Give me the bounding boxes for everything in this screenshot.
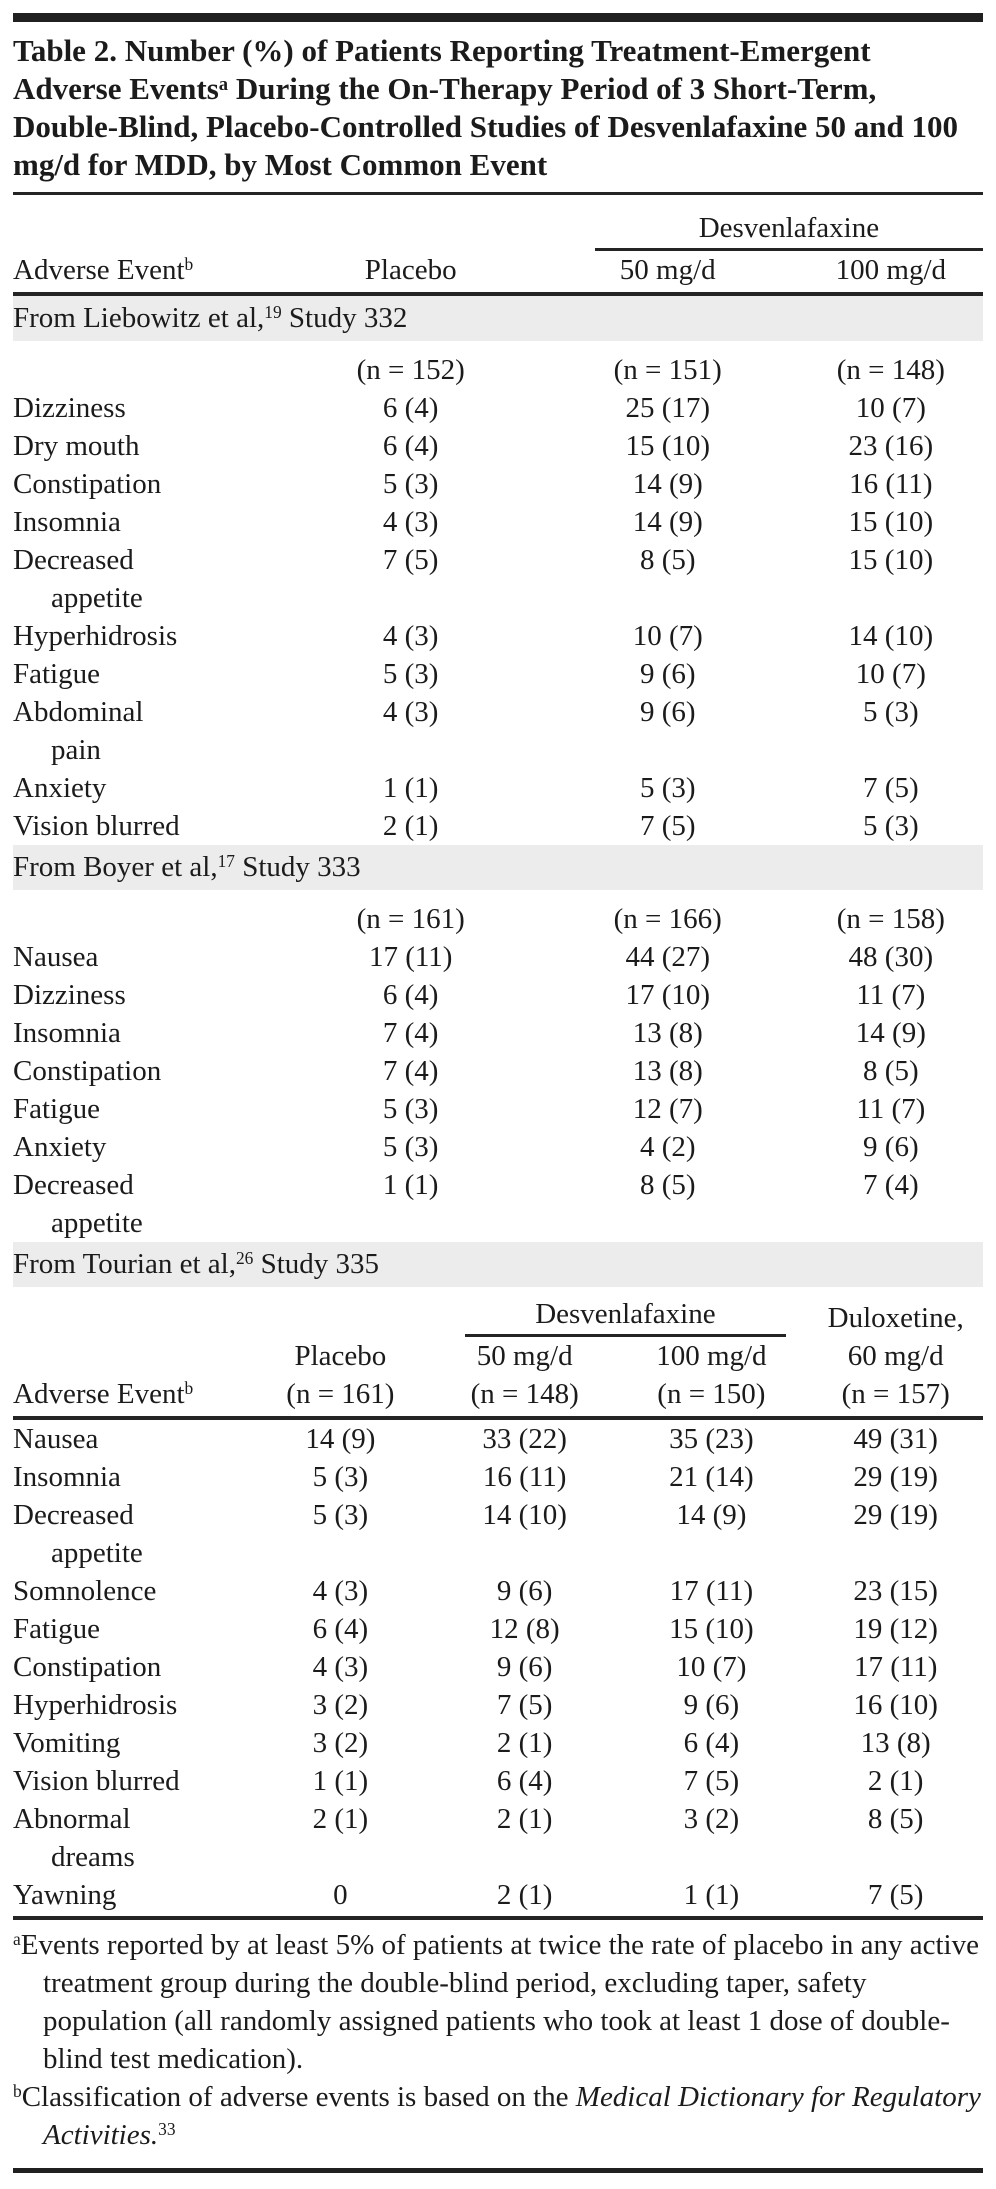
group-header-cell: [537, 201, 983, 251]
event-cell: Nausea: [13, 941, 99, 973]
n-header-row: [13, 1375, 983, 1418]
event-label-line2: appetite: [51, 582, 143, 614]
value-cell: 9 (6): [639, 696, 696, 728]
value-cell: 9 (6): [496, 1575, 553, 1607]
dose-header-row: [13, 1337, 983, 1375]
value-cell: 10 (7): [855, 392, 926, 424]
value-cell: 9 (6): [639, 658, 696, 690]
event-label-line2: appetite: [51, 1207, 143, 1239]
value-cell: 5 (3): [863, 696, 919, 728]
event-cell: Hyperhidrosis: [13, 1689, 178, 1721]
value-cell: 15 (10): [848, 506, 934, 538]
event-cell: Fatigue: [13, 1093, 100, 1125]
table-row: [13, 1128, 983, 1166]
n-row: [13, 341, 983, 389]
value-cell: 14 (10): [482, 1499, 567, 1531]
value-cell: 14 (9): [632, 468, 703, 500]
event-cell: Constipation: [13, 1651, 162, 1683]
value-cell: 7 (5): [496, 1689, 553, 1721]
value-cell: 2 (1): [312, 1803, 369, 1835]
value-cell: 5 (3): [312, 1499, 369, 1531]
table-row: [13, 1052, 983, 1090]
value-cell: 11 (7): [856, 1093, 926, 1125]
table-row: [13, 1166, 983, 1242]
value-cell: 4 (3): [382, 696, 439, 728]
value-cell: 7 (4): [382, 1017, 439, 1049]
placebo-header: Placebo: [285, 251, 537, 294]
n-cell: (n = 157): [808, 1375, 983, 1418]
table-row: [13, 1724, 983, 1762]
footnote-rule: [13, 1916, 983, 1926]
event-cell: [13, 541, 285, 617]
top-bar: [13, 13, 983, 22]
section-banner-study333: From Boyer et al,$^{17}$ Study 333: [13, 845, 983, 890]
table-row: [13, 769, 983, 807]
footnote-marker-b: b: [184, 254, 194, 275]
title-text: Table 2. Number (%) of Patients Reporting Treatment-Emergent Adverse Events: [13, 33, 871, 106]
value-cell: 6 (4): [382, 392, 439, 424]
value-cell: 14 (10): [848, 620, 934, 652]
n-cell: (n = 151): [613, 354, 722, 386]
n-row: [13, 890, 983, 938]
value-cell: 6 (4): [496, 1765, 553, 1797]
value-cell: 4 (3): [312, 1651, 369, 1683]
group-header-row: [13, 1287, 983, 1337]
value-cell: 1 (1): [312, 1765, 369, 1797]
value-cell: 17 (11): [853, 1651, 938, 1683]
value-cell: 15 (10): [669, 1613, 754, 1645]
empty-cell: [13, 1287, 435, 1337]
table-row: [13, 655, 983, 693]
table-row: [13, 503, 983, 541]
value-cell: 5 (3): [382, 1093, 439, 1125]
value-cell: 14 (9): [632, 506, 703, 538]
value-cell: 5 (3): [639, 772, 696, 804]
citation-33: 33: [158, 2119, 176, 2140]
event-label-line2: pain: [51, 734, 101, 766]
table-row: [13, 976, 983, 1014]
value-cell: 23 (15): [853, 1575, 938, 1607]
table-row: [13, 1610, 983, 1648]
event-cell: Insomnia: [13, 1017, 121, 1049]
value-cell: 1 (1): [382, 772, 439, 804]
event-cell: Constipation: [13, 468, 162, 500]
table-row: [13, 617, 983, 655]
event-cell: Dry mouth: [13, 430, 140, 462]
value-cell: 2 (1): [867, 1765, 924, 1797]
value-cell: 9 (6): [683, 1689, 740, 1721]
value-cell: 10 (7): [676, 1651, 747, 1683]
table-row: [13, 1686, 983, 1724]
value-cell: 7 (4): [382, 1055, 439, 1087]
value-cell: 2 (1): [382, 810, 439, 842]
table-row: [13, 807, 983, 845]
event-cell: Dizziness: [13, 392, 126, 424]
event-cell: [13, 1800, 246, 1876]
event-label: Decreased: [13, 1169, 134, 1201]
column-header-row: [13, 251, 983, 294]
value-cell: 1 (1): [683, 1879, 740, 1911]
section-banner-study335: From Tourian et al,$^{26}$ Study 335: [13, 1242, 983, 1287]
group-header-cell: [435, 1287, 808, 1337]
table-row: [13, 541, 983, 617]
n-cell: (n = 161): [356, 903, 465, 935]
event-cell: [13, 1496, 246, 1572]
value-cell: 3 (2): [683, 1803, 740, 1835]
value-cell: 1 (1): [382, 1169, 439, 1201]
table-row: [13, 1090, 983, 1128]
value-cell: 14 (9): [305, 1423, 376, 1455]
table-row: [13, 427, 983, 465]
dose50-header: 50 mg/d: [537, 251, 799, 294]
citation-17: 17: [217, 851, 235, 872]
value-cell: 48 (30): [848, 941, 934, 973]
value-cell: 5 (3): [382, 1131, 439, 1163]
value-cell: 2 (1): [496, 1803, 553, 1835]
value-cell: 33 (22): [482, 1423, 567, 1455]
n-cell: (n = 152): [356, 354, 465, 386]
value-cell: 13 (8): [860, 1727, 931, 1759]
event-cell: [13, 693, 285, 769]
event-cell: Vision blurred: [13, 810, 180, 842]
table-row: [13, 1014, 983, 1052]
value-cell: 2 (1): [496, 1727, 553, 1759]
table-row: [13, 1418, 983, 1458]
value-cell: 9 (6): [496, 1651, 553, 1683]
event-cell: Somnolence: [13, 1575, 157, 1607]
value-cell: 15 (10): [848, 544, 934, 576]
value-cell: 17 (11): [669, 1575, 754, 1607]
event-cell: Fatigue: [13, 658, 100, 690]
citation-19: 19: [264, 302, 282, 323]
value-cell: 7 (5): [639, 810, 696, 842]
value-cell: 5 (3): [382, 468, 439, 500]
value-cell: 4 (3): [382, 506, 439, 538]
study-table-2: [13, 1242, 983, 1914]
table-row: [13, 1800, 983, 1876]
event-label: Decreased: [13, 1499, 134, 1531]
value-cell: 10 (7): [855, 658, 926, 690]
value-cell: 5 (3): [312, 1461, 369, 1493]
value-cell: 5 (3): [863, 810, 919, 842]
value-cell: 19 (12): [853, 1613, 938, 1645]
event-cell: Constipation: [13, 1055, 162, 1087]
table-row: [13, 1876, 983, 1914]
event-cell: Nausea: [13, 1423, 99, 1455]
footnote-marker-b: b: [13, 2081, 22, 2102]
n-cell: (n = 150): [614, 1375, 808, 1418]
event-cell: Anxiety: [13, 772, 107, 804]
event-cell: [13, 1166, 285, 1242]
dose100-header: 100 mg/d: [656, 1340, 767, 1372]
table-row: [13, 1762, 983, 1800]
table-row: [13, 1458, 983, 1496]
value-cell: 35 (23): [669, 1423, 754, 1455]
value-cell: 29 (19): [853, 1461, 938, 1493]
value-cell: 8 (5): [639, 544, 696, 576]
footnote-b: [13, 2078, 983, 2154]
value-cell: 49 (31): [853, 1423, 938, 1455]
value-cell: 3 (2): [312, 1689, 369, 1721]
value-cell: 2 (1): [496, 1879, 553, 1911]
value-cell: 10 (7): [632, 620, 703, 652]
footnote-b-italic-title: Medical Dictionary for Regulatory Activities.: [43, 2081, 981, 2151]
value-cell: 5 (3): [382, 658, 439, 690]
value-cell: 13 (8): [632, 1017, 703, 1049]
footnote-marker-b: b: [184, 1378, 194, 1399]
value-cell: 9 (6): [863, 1131, 919, 1163]
table-row: [13, 938, 983, 976]
dose50-header: 50 mg/d: [476, 1340, 573, 1372]
value-cell: 21 (14): [669, 1461, 754, 1493]
event-label-line2: appetite: [51, 1537, 143, 1569]
value-cell: 0: [333, 1879, 348, 1911]
value-cell: 14 (9): [855, 1017, 926, 1049]
value-cell: 7 (5): [867, 1879, 924, 1911]
group-header-row: [13, 201, 983, 251]
value-cell: 25 (17): [625, 392, 711, 424]
empty-cell: [13, 1337, 246, 1375]
value-cell: 12 (8): [489, 1613, 560, 1645]
table-row: [13, 1648, 983, 1686]
value-cell: 17 (11): [368, 941, 453, 973]
event-cell: Yawning: [13, 1879, 117, 1911]
footnote-a-text: Events reported by at least 5% of patients at twice the rate of placebo in any active treatment group during the double-blind period, excluding taper, safety population (all randomly assigned patients who took at least 1 dose of double-blind test medication).: [20, 1929, 979, 2075]
value-cell: 13 (8): [632, 1055, 703, 1087]
footnote-a: [13, 1926, 983, 2078]
section-banner-study332: From Liebowitz et al,$^{19}$ Study 332: [13, 294, 983, 341]
value-cell: 6 (4): [312, 1613, 369, 1645]
adverse-event-header: Adverse Event$^b$: [13, 1375, 246, 1418]
event-cell: Fatigue: [13, 1613, 100, 1645]
value-cell: 17 (10): [625, 979, 711, 1011]
event-cell: Hyperhidrosis: [13, 620, 178, 652]
value-cell: 6 (4): [382, 979, 439, 1011]
title-text-rest: During the On-Therapy Period of 3 Short-Term, Double-Blind, Placebo-Controlled Studies of Desvenlafaxine 50 and 100 mg/d for MDD, by Most Common Event: [13, 71, 959, 182]
event-cell: Insomnia: [13, 1461, 121, 1493]
value-cell: 7 (4): [863, 1169, 919, 1201]
bottom-bar: [13, 2168, 983, 2173]
value-cell: 11 (7): [856, 979, 926, 1011]
value-cell: 16 (10): [853, 1689, 938, 1721]
value-cell: 23 (16): [848, 430, 934, 462]
value-cell: 8 (5): [863, 1055, 919, 1087]
placebo-header: Placebo: [294, 1340, 387, 1372]
duloxetine-header-line1: Duloxetine,: [827, 1302, 964, 1334]
value-cell: 4 (3): [312, 1575, 369, 1607]
event-cell: Insomnia: [13, 506, 121, 538]
table-row: [13, 1572, 983, 1610]
empty-cell: [13, 201, 537, 251]
table-row: [13, 389, 983, 427]
event-label: Abnormal: [13, 1803, 131, 1835]
value-cell: 29 (19): [853, 1499, 938, 1531]
desvenlafaxine-group-header: Desvenlafaxine: [595, 201, 983, 251]
event-label: Abdominal: [13, 696, 144, 728]
n-cell: (n = 148): [836, 354, 945, 386]
desvenlafaxine-group-header: Desvenlafaxine: [465, 1287, 786, 1337]
value-cell: 8 (5): [867, 1803, 924, 1835]
event-label-line2: dreams: [51, 1841, 135, 1873]
dose100-header: 100 mg/d: [799, 251, 983, 294]
title-rule: [13, 192, 983, 195]
study-table-1: [13, 201, 983, 1242]
n-cell: (n = 158): [836, 903, 945, 935]
n-cell: (n = 148): [435, 1375, 614, 1418]
value-cell: 7 (5): [382, 544, 439, 576]
event-cell: Dizziness: [13, 979, 126, 1011]
table-title: [13, 32, 983, 184]
value-cell: 12 (7): [632, 1093, 703, 1125]
adverse-event-header: Adverse Event$^b$: [13, 251, 285, 294]
n-cell: (n = 166): [613, 903, 722, 935]
event-cell: Vomiting: [13, 1727, 121, 1759]
table-row: [13, 1496, 983, 1572]
duloxetine-header-line2: 60 mg/d: [847, 1340, 944, 1372]
event-cell: Vision blurred: [13, 1765, 180, 1797]
value-cell: 16 (11): [482, 1461, 567, 1493]
value-cell: 7 (5): [683, 1765, 740, 1797]
citation-26: 26: [235, 1248, 254, 1269]
value-cell: 6 (4): [683, 1727, 740, 1759]
footnote-marker-a: a: [218, 73, 229, 95]
event-label: Decreased: [13, 544, 134, 576]
table-row: [13, 465, 983, 503]
value-cell: 15 (10): [625, 430, 711, 462]
value-cell: 6 (4): [382, 430, 439, 462]
value-cell: 44 (27): [625, 941, 711, 973]
n-cell: (n = 161): [246, 1375, 435, 1418]
footnote-marker-a: a: [13, 1929, 21, 1950]
value-cell: 4 (2): [639, 1131, 696, 1163]
value-cell: 16 (11): [849, 468, 933, 500]
event-cell: Anxiety: [13, 1131, 107, 1163]
value-cell: 8 (5): [639, 1169, 696, 1201]
table-row: [13, 693, 983, 769]
footnote-b-text: Classification of adverse events is based on the: [21, 2081, 576, 2113]
value-cell: 4 (3): [382, 620, 439, 652]
value-cell: 7 (5): [863, 772, 919, 804]
value-cell: 3 (2): [312, 1727, 369, 1759]
value-cell: 14 (9): [676, 1499, 747, 1531]
